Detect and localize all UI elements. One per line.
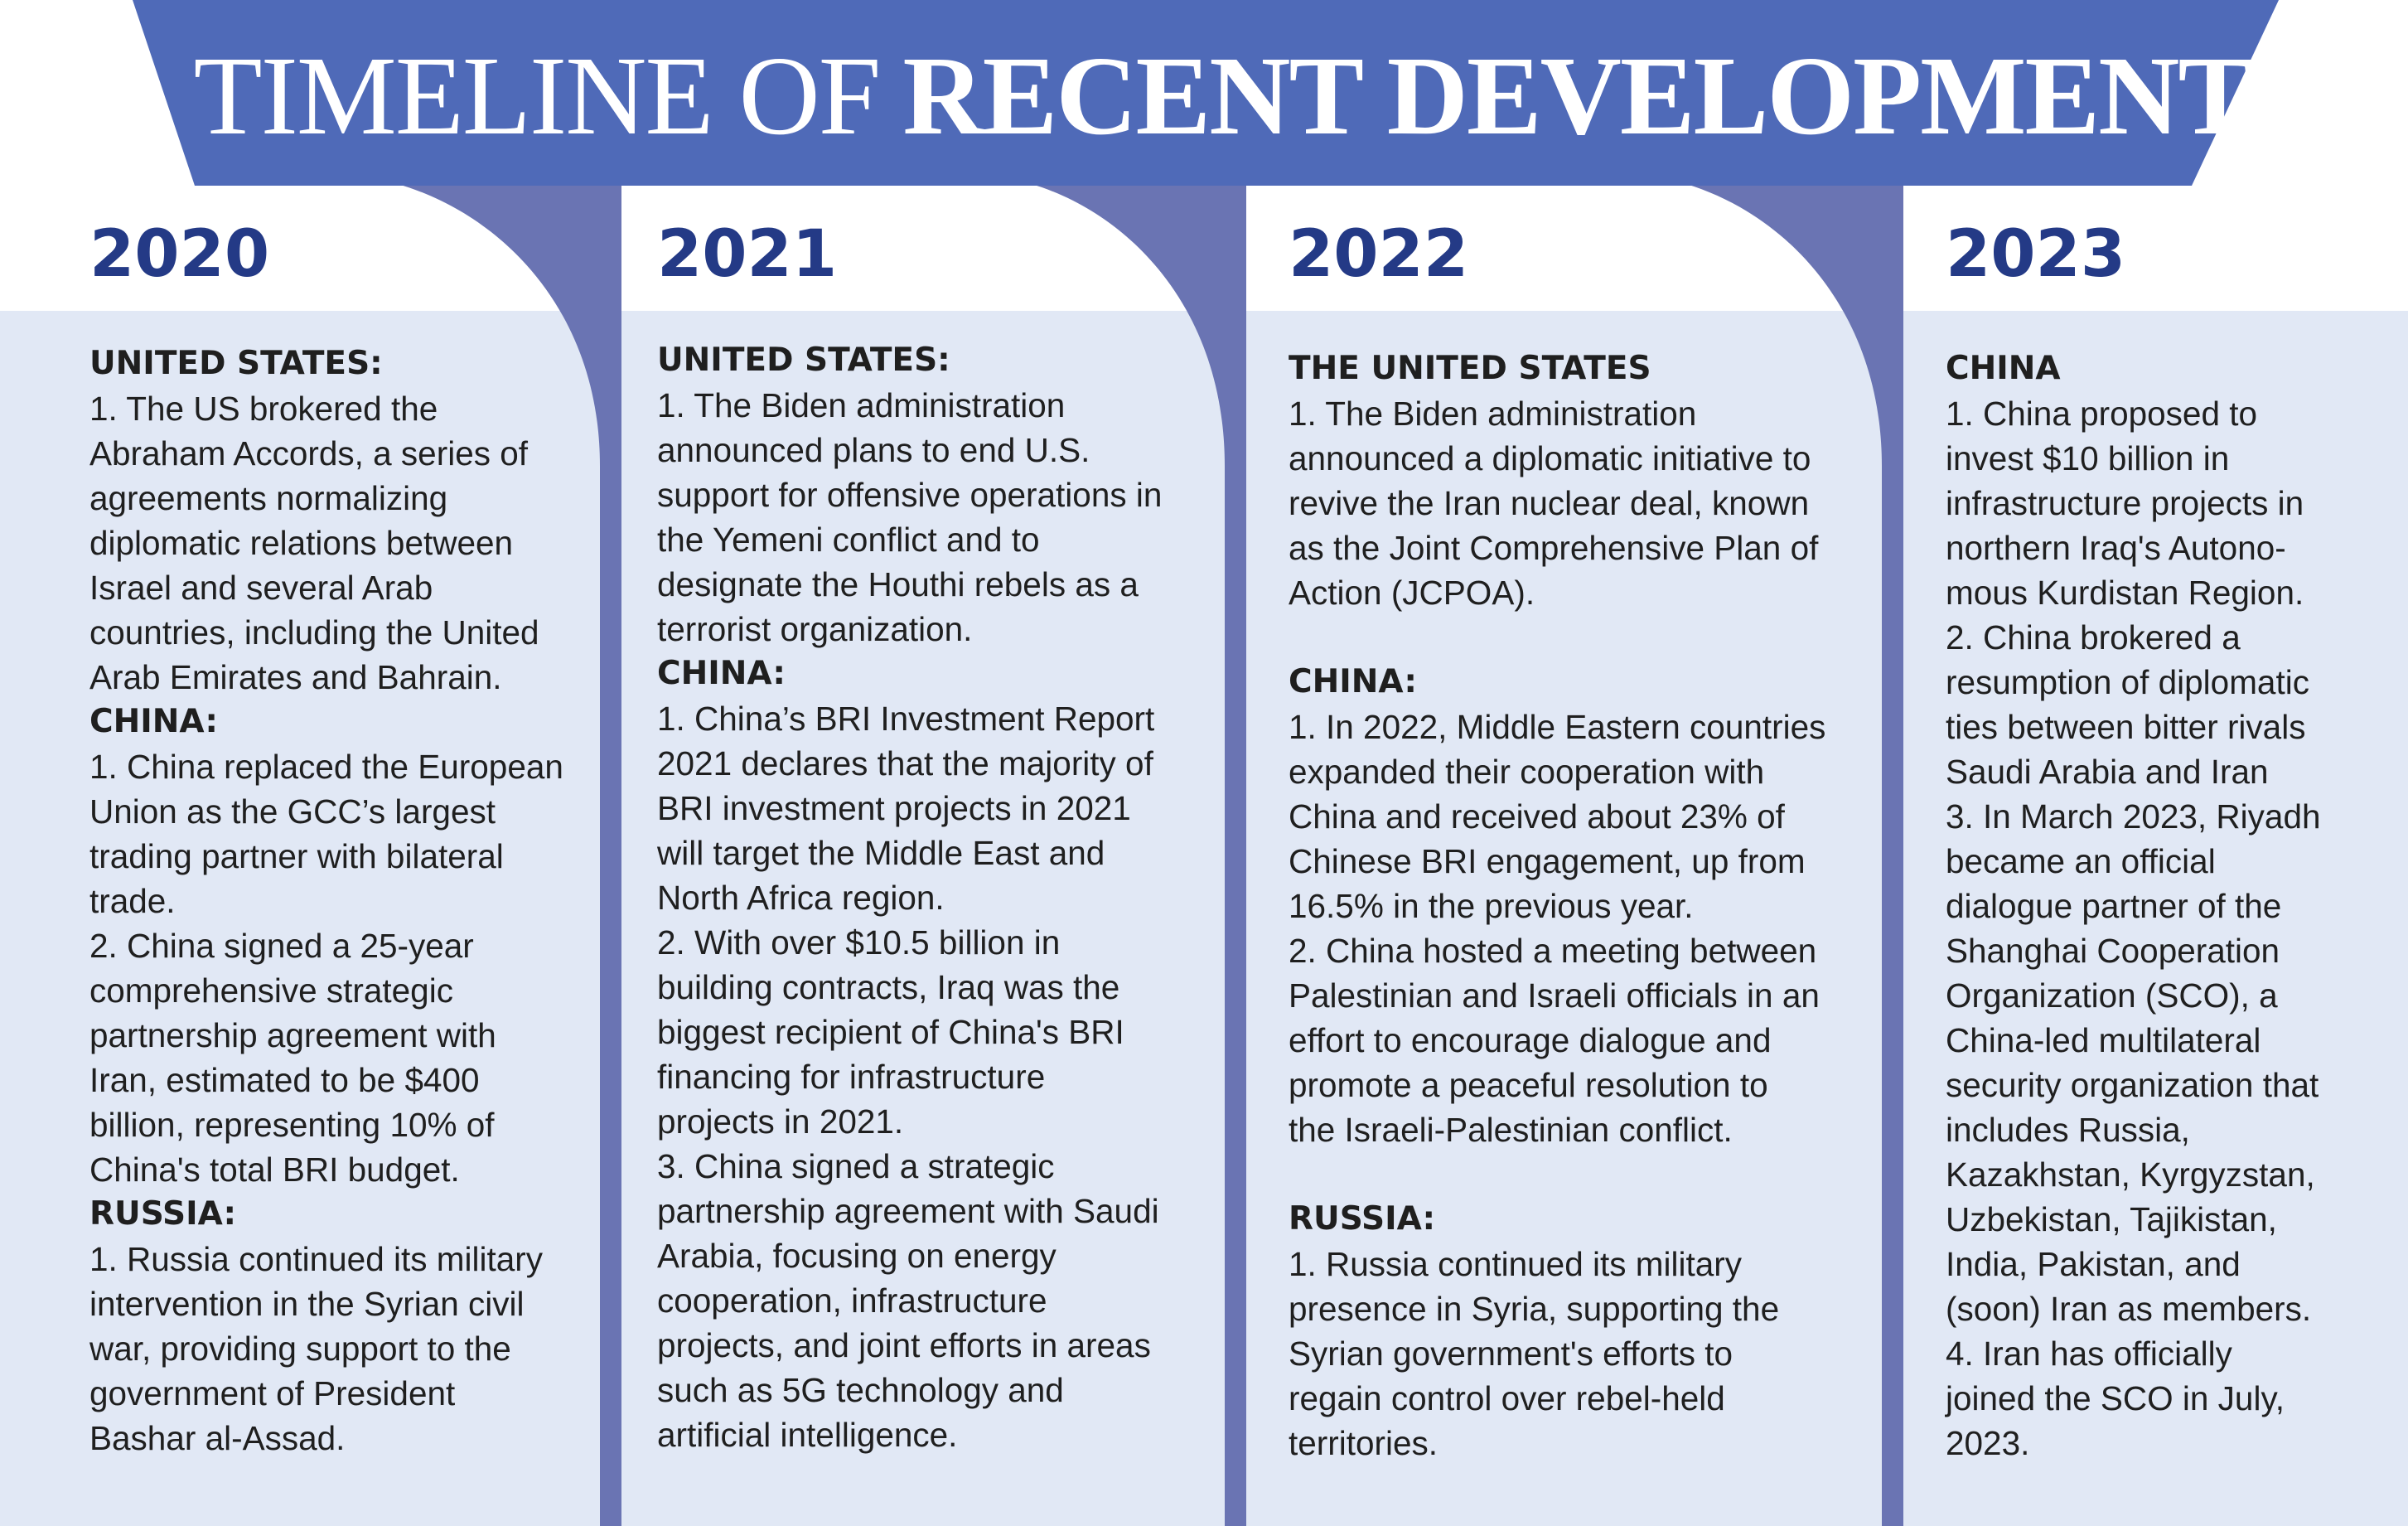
text-line: 1. China proposed to — [1946, 395, 2258, 433]
spacer — [1289, 1152, 1825, 1197]
text-line: designate the Houthi rebels as a — [657, 565, 1139, 603]
column-2022-content — [1289, 346, 1825, 1465]
text-line: will target the Middle East and — [657, 834, 1105, 872]
text-line: 16.5% in the previous year. — [1289, 887, 1694, 925]
text-line: 1. The Biden administration — [1289, 395, 1697, 433]
text-line: 2. China hosted a meeting between — [1289, 932, 1817, 970]
column-2020-content — [89, 342, 563, 1461]
section-heading: UNITED STATES: — [657, 342, 950, 379]
section-heading: RUSSIA: — [1289, 1200, 1436, 1238]
text-line: cooperation, infrastructure — [657, 1281, 1047, 1320]
text-line: trade. — [89, 882, 176, 920]
section-heading: UNITED STATES: — [89, 345, 383, 382]
text-line: agreements normalizing — [89, 479, 448, 517]
page-title — [95, 30, 2313, 162]
text-line: intervention in the Syrian civil — [89, 1285, 525, 1323]
text-line: ties between bitter rivals — [1946, 708, 2306, 746]
text-line: comprehensive strategic — [89, 971, 453, 1010]
text-line: Organization (SCO), a — [1946, 976, 2278, 1015]
text-line: invest $10 billion in — [1946, 439, 2230, 477]
text-line: 3. China signed a strategic — [657, 1147, 1055, 1185]
text-line: projects, and joint efforts in areas — [657, 1326, 1151, 1364]
text-line: Arab Emirates and Bahrain. — [89, 658, 502, 696]
text-line: trading partner with bilateral — [89, 837, 504, 875]
year-heading-2021: 2021 — [657, 217, 838, 292]
text-line: 2023. — [1946, 1424, 2030, 1462]
text-line: Abraham Accords, a series of — [89, 434, 528, 472]
text-line: territories. — [1289, 1424, 1439, 1462]
text-line: partnership agreement with Saudi — [657, 1192, 1159, 1230]
text-line: Israel and several Arab — [89, 569, 433, 607]
text-line: promote a peaceful resolution to — [1289, 1066, 1768, 1104]
text-line: Arabia, focusing on energy — [657, 1237, 1057, 1275]
text-line: 1. In 2022, Middle Eastern countries — [1289, 708, 1826, 746]
text-line: Chinese BRI engagement, up from — [1289, 842, 1806, 880]
text-line: terrorist organization. — [657, 610, 973, 648]
text-line: projects in 2021. — [657, 1102, 904, 1141]
text-line: Bashar al-Assad. — [89, 1419, 346, 1457]
text-line: mous Kurdistan Region. — [1946, 574, 2304, 612]
text-line: biggest recipient of China's BRI — [657, 1013, 1124, 1051]
section-heading: CHINA: — [657, 655, 786, 692]
text-line: Union as the GCC’s largest — [89, 792, 496, 831]
year-heading-2023: 2023 — [1946, 217, 2126, 292]
text-line: effort to encourage dialogue and — [1289, 1021, 1772, 1059]
text-line: announced a diplomatic initiative to — [1289, 439, 1811, 477]
text-line: 2021 declares that the majority of — [657, 744, 1153, 782]
text-line: such as 5G technology and — [657, 1371, 1064, 1409]
title-bold: RECENT DEVELOPMENTS — [902, 34, 2313, 158]
text-line: resumption of diplomatic — [1946, 663, 2309, 701]
section-heading: RUSSIA: — [89, 1195, 237, 1233]
text-line: as the Joint Comprehensive Plan of — [1289, 529, 1819, 567]
text-line: support for offensive operations in — [657, 476, 1163, 514]
text-line: India, Pakistan, and — [1946, 1245, 2241, 1283]
text-line: diplomatic relations between — [89, 524, 514, 562]
text-line: 2. China signed a 25-year — [89, 927, 474, 965]
text-line: Palestinian and Israeli officials in an — [1289, 976, 1820, 1015]
text-line: (soon) Iran as members. — [1946, 1290, 2312, 1328]
text-line: 1. China’s BRI Investment Report — [657, 700, 1155, 738]
text-line: announced plans to end U.S. — [657, 431, 1090, 469]
section-heading: THE UNITED STATES — [1289, 350, 1651, 387]
text-line: countries, including the United — [89, 613, 539, 652]
text-line: dialogue partner of the — [1946, 887, 2282, 925]
text-line: northern Iraq's Autono- — [1946, 529, 2286, 567]
text-line: Kazakhstan, Kyrgyzstan, — [1946, 1155, 2315, 1194]
text-line: infrastructure projects in — [1946, 484, 2304, 522]
text-line: became an official — [1946, 842, 2216, 880]
text-line: partnership agreement with — [89, 1016, 496, 1054]
text-line: Uzbekistan, Tajikistan, — [1946, 1200, 2277, 1238]
text-line: BRI investment projects in 2021 — [657, 789, 1131, 827]
text-line: presence in Syria, supporting the — [1289, 1290, 1780, 1328]
text-line: 2. China brokered a — [1946, 618, 2241, 656]
text-line: 1. Russia continued its military — [89, 1240, 543, 1278]
year-heading-2022: 2022 — [1289, 217, 1469, 292]
text-line: joined the SCO in July, — [1946, 1379, 2285, 1417]
year-heading-2020: 2020 — [89, 217, 270, 292]
section-heading: CHINA: — [1289, 663, 1417, 700]
title-light: A TIMELINE OF — [95, 34, 880, 158]
text-line: Iran, estimated to be $400 — [89, 1061, 480, 1099]
text-line: security organization that — [1946, 1066, 2319, 1104]
text-line: North Africa region. — [657, 879, 945, 917]
text-line: 4. Iran has officially — [1946, 1335, 2232, 1373]
text-line: war, providing support to the — [89, 1330, 511, 1368]
text-line: regain control over rebel-held — [1289, 1379, 1725, 1417]
text-line: China and received about 23% of — [1289, 797, 1785, 836]
text-line: Saudi Arabia and Iran — [1946, 753, 2269, 791]
spacer — [1289, 615, 1825, 660]
column-2023-content — [1946, 346, 2321, 1465]
text-line: Syrian government's efforts to — [1289, 1335, 1733, 1373]
text-line: government of President — [89, 1374, 456, 1412]
text-line: 1. China replaced the European — [89, 748, 563, 786]
text-line: China's total BRI budget. — [89, 1151, 460, 1189]
text-line: 1. The Biden administration — [657, 386, 1066, 424]
text-line: 1. The US brokered the — [89, 390, 438, 428]
text-line: building contracts, Iraq was the — [657, 968, 1120, 1006]
text-line: billion, representing 10% of — [89, 1106, 495, 1144]
text-line: includes Russia, — [1946, 1111, 2190, 1149]
text-line: artificial intelligence. — [657, 1416, 958, 1454]
text-line: the Yemeni conflict and to — [657, 521, 1040, 559]
text-line: 3. In March 2023, Riyadh — [1946, 797, 2321, 836]
text-line: China-led multilateral — [1946, 1021, 2261, 1059]
text-line: Shanghai Cooperation — [1946, 932, 2280, 970]
text-line: financing for infrastructure — [657, 1058, 1046, 1096]
section-heading: CHINA: — [89, 703, 218, 740]
column-2021-content — [657, 338, 1162, 1457]
text-line: 2. With over $10.5 billion in — [657, 923, 1061, 962]
text-line: revive the Iran nuclear deal, known — [1289, 484, 1810, 522]
text-line: expanded their cooperation with — [1289, 753, 1765, 791]
text-line: 1. Russia continued its military — [1289, 1245, 1742, 1283]
text-line: Action (JCPOA). — [1289, 574, 1535, 612]
section-heading: CHINA — [1946, 350, 2061, 387]
text-line: the Israeli-Palestinian conflict. — [1289, 1111, 1733, 1149]
